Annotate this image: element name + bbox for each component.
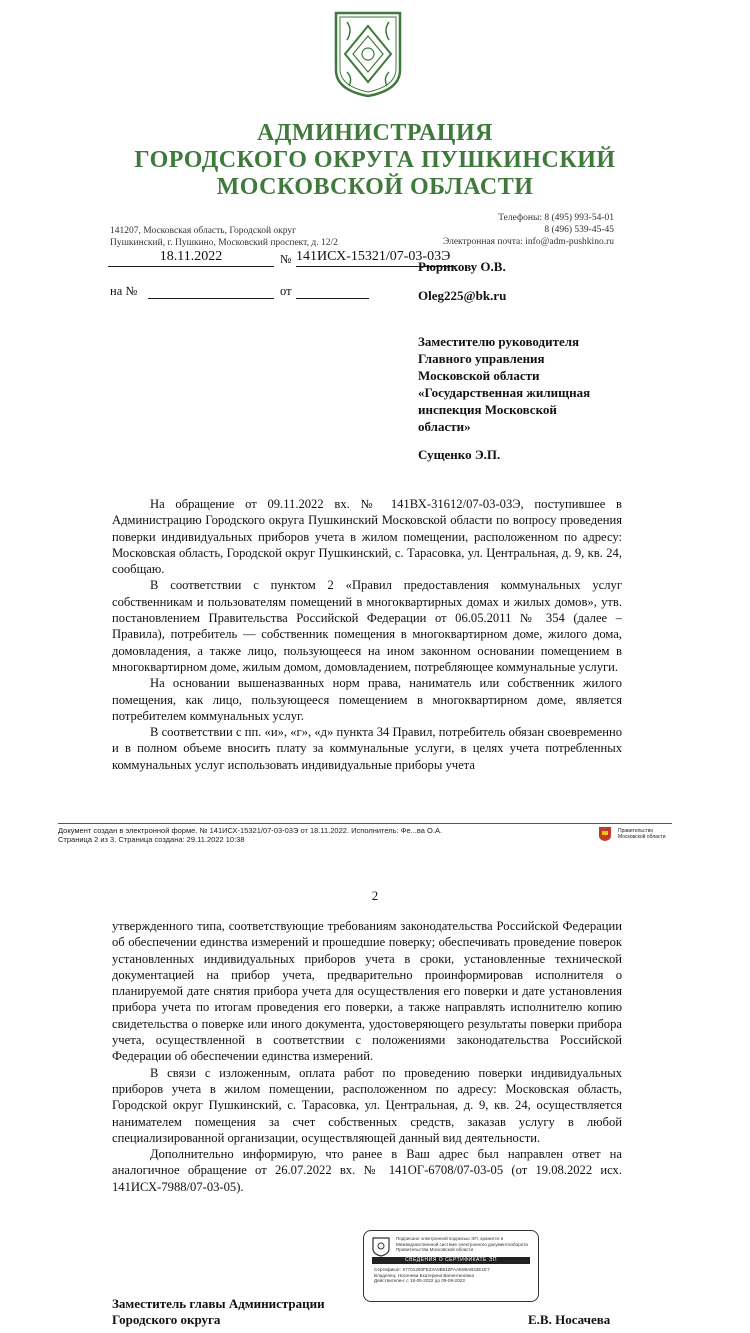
page-footer: [58, 826, 578, 844]
phones-line1: Телефоны: 8 (495) 993-54-01: [498, 213, 614, 223]
stamp-cert: Сертификат: 67701260FE23A0B610FAAE89AB33E1E7: [374, 1267, 490, 1272]
stamp-owner: Владелец: Носачева Екатерина Валентиновна: [374, 1272, 475, 1278]
emblem-logo: [333, 10, 403, 98]
stamp-emblem-icon: [372, 1237, 390, 1257]
footer-line2: Страница 2 из 3. Страница создана: 29.11.2022 10:38: [58, 835, 245, 844]
org-title-line1: АДМИНИСТРАЦИЯ: [257, 120, 493, 146]
mo-emblem-icon: [598, 826, 612, 842]
page2-body: [112, 918, 622, 1195]
page-number: 2: [371, 888, 379, 903]
recipient-line: «Государственная жилищная: [418, 385, 591, 400]
body-paragraph: В соответствии с пп. «и», «г», «д» пункта 34 Правил, потребитель обязан своевременно и в полном объеме вносить плату за коммунальные услуги, в целях учета потребленных коммунальных услуг использовать индивидуальные приборы учета: [112, 725, 622, 772]
body-paragraph: В соответствии с пунктом 2 «Правил предоставления коммунальных услуг собственникам и пользователям помещений в многоквартирных домах и жилых домов», утв. постановлением Правительства Российской Федерации от 06.05.2011 № 354 (далее – Правила), потребитель — собственник помещения в многоквартирном доме, жилого дома, домовладения, а также лицо, пользующееся на ином законном основании помещением в многоквартирном доме, жилым домом, домовладением, потребляющее коммунальные услуги.: [112, 578, 622, 674]
address-line2: Пушкинский, г. Пушкино, Московский проспект, д. 12/2: [110, 238, 338, 248]
email-line: Электронная почта: info@adm-pushkino.ru: [442, 237, 614, 247]
address-line1: 141207, Московская область, Городской округ: [110, 226, 297, 236]
footer-logo-text: Правительство Московской области: [618, 828, 666, 840]
signatory-name: Е.В. Носачева: [528, 1312, 611, 1327]
recipient-name1: Рюрикову О.В.: [418, 259, 506, 274]
from-label: от: [280, 284, 292, 298]
page1-body: [112, 496, 622, 773]
e-signature-stamp: [363, 1230, 539, 1302]
phones-line2: 8 (496) 539-45-45: [544, 225, 614, 235]
stamp-details: [374, 1267, 530, 1284]
recipient-block2: [418, 333, 590, 435]
reg-number: 141ИСХ-15321/07-03-03Э: [296, 249, 451, 264]
recipient-line: инспекция Московской: [418, 402, 557, 417]
body-paragraph: На обращение от 09.11.2022 вх. № 141ВХ-31612/07-03-03Э, поступившее в Администрацию Городского округа Пушкинский Московской области по вопросу проведения поверки индивидуальных приборов учета в жилом помещении, расположенном по адресу: Московская область, Городской округ Пушкинский, с. Тарасовка, ул. Центральная, д. 9, кв. 24, сообщаю.: [112, 497, 622, 577]
recipient-line: Московской области: [418, 368, 540, 383]
recipient-name2: Сущенко Э.П.: [418, 447, 501, 462]
stamp-bar: СВЕДЕНИЯ О СЕРТИФИКАТЕ ЭП: [372, 1257, 530, 1264]
body-paragraph: Дополнительно информирую, что ранее в Ваш адрес был направлен ответ на аналогичное обращение от 26.07.2022 вх. № 141ОГ-6708/07-03-05 (от 19.08.2022 исх. 141ИСХ-7988/07-03-05).: [112, 1147, 622, 1194]
org-title-line3: МОСКОВСКОЙ ОБЛАСТИ: [216, 174, 534, 200]
body-paragraph: утвержденного типа, соответствующие требованиям законодательства Российской Федерации об обеспечении единства измерений и прошедшие поверку; обеспечивать проведение поверок установленных индивидуальных приборов учета в сроки, установленные технической документацией на прибор учета, предварительно проинформировав исполнителя о планируемой дате снятия прибора учета для осуществления его поверки и дате установления прибора учета по итогам проведения его поверки, а также направлять исполнителю копию свидетельства о поверке или иного документа, удостоверяющего результаты поверки прибора учета, осуществленной в соответствии с положениями законодательства Российской Федерации об обеспечении единства измерений.: [112, 919, 622, 1064]
footer-line1: Документ создан в электронной форме. № 141ИСХ-15321/07-03-03Э от 18.11.2022. Исполнитель: Фе...ва О.А.: [58, 826, 443, 835]
position-line1: Заместитель главы Администрации: [112, 1296, 325, 1311]
org-address: [110, 225, 338, 249]
reg-number-label: №: [280, 252, 292, 266]
org-contacts: [420, 212, 614, 248]
reg-date: 18.11.2022: [159, 249, 223, 264]
ref-label: на №: [110, 284, 138, 298]
signatory-position: [112, 1296, 325, 1328]
stamp-valid: Действителен: с 18-05-2022 до 09-08-2023: [374, 1278, 465, 1283]
org-title-line2: ГОРОДСКОГО ОКРУГА ПУШКИНСКИЙ: [134, 147, 616, 173]
stamp-text: Подписано электронной подписью ЭП, хранится в Межведомственной системе электронного документооборота Правительства Московской области: [396, 1236, 528, 1252]
body-paragraph: На основании вышеназванных норм права, наниматель или собственник жилого помещения, как лицо, пользующееся помещением в многоквартирном доме, является потребителем коммунальных услуг.: [112, 676, 622, 723]
recipient-line: Главного управления: [418, 351, 545, 366]
recipient-line: области»: [418, 419, 471, 434]
body-paragraph: В связи с изложенным, оплата работ по проведению поверки индивидуальных приборов учета в жилом помещении, расположенном по адресу: Московская область, Городской округ Пушкинский, с. Тарасовка, ул. Центральная, д. 9, кв. 24, осуществляется нанимателем помещения за счет собственных средств, заказав услугу в любой специализированной организации, осуществляющей данный вид деятельности.: [112, 1065, 622, 1145]
recipient-line: Заместителю руководителя: [418, 334, 580, 349]
recipient-email: Oleg225@bk.ru: [418, 288, 507, 303]
position-line2: Городского округа: [112, 1312, 221, 1327]
